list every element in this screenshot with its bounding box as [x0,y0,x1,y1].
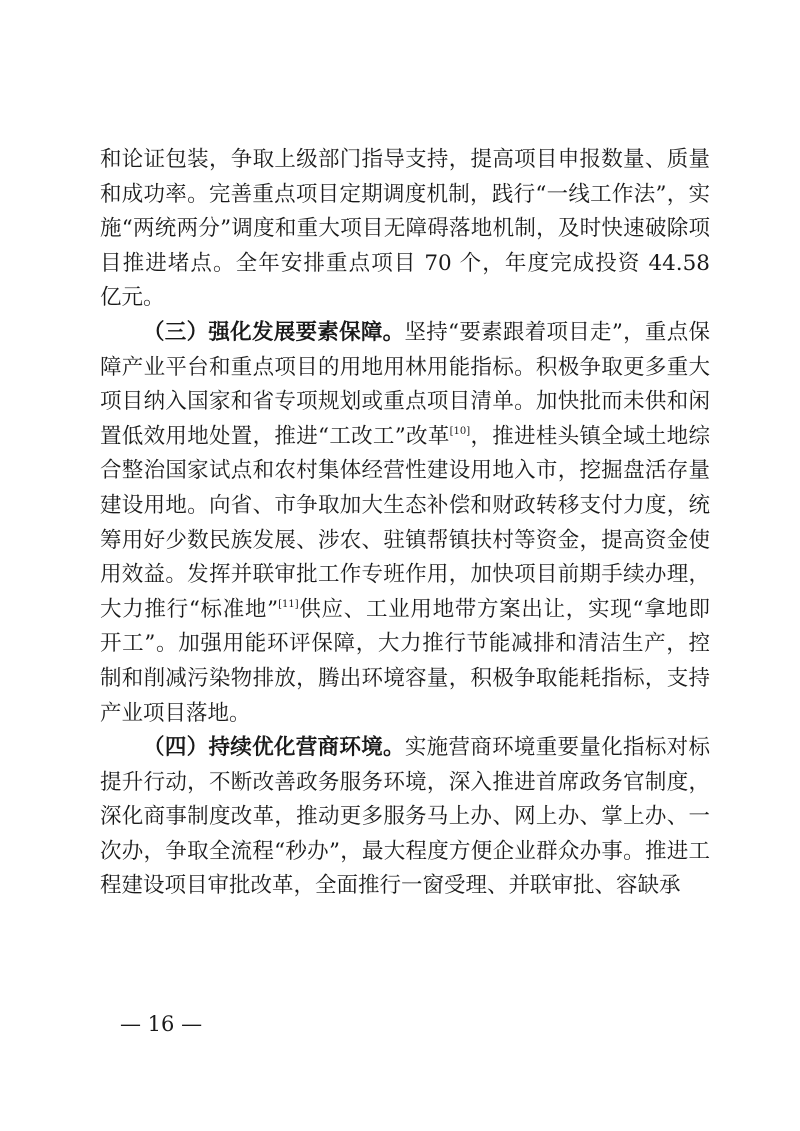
section-3-text-b: ，推进桂头镇全域土地综合整治国家试点和农村集体经营性建设用地入市，挖掘盘活存量建设用地。向省、市争取加大生态补偿和财政转移支付力度，统筹用好少数民族发展、涉农、驻镇帮镇扶村等资金，提高资金使用效益。发挥并联审批工作专班作用，加快项目前期手续办理，大力推行“标准地” [100,423,710,622]
paragraph-factor-guarantee [100,316,710,731]
section-heading-4: （四）持续优化营商环境。 [143,735,405,761]
document-body [100,143,710,904]
section-3-text-a: 坚持“要素跟着项目走”，重点保障产业平台和重点项目的用地用林用能指标。积极争取更多重大项目纳入国家和省专项规划或重点项目清单。加快批而未供和闲置低效用地处置，推进“工改工”改革 [100,319,710,449]
footnote-ref-10: [10] [449,425,471,437]
footnote-ref-11: [11] [278,598,299,610]
section-4-text: 实施营商环境重要量化指标对标提升行动，不断改善政务服务环境，深入推进首席政务官制度，深化商事制度改革，推动更多服务马上办、网上办、掌上办、一次办，争取全流程“秒办”，最大程度方便企业群众办事。推进工程建设项目审批改革，全面推行一窗受理、并联审批、容缺承 [100,735,710,899]
page-number: — 16 — [120,1012,203,1036]
section-3-text-c: 供应、工业用地带方案出让，实现“拿地即开工”。加强用能环评保障，大力推行节能减排和清洁生产，控制和削减污染物排放，腾出环境容量，积极争取能耗指标，支持产业项目落地。 [100,596,710,726]
paragraph-business-environment [100,731,710,904]
paragraph-project-investment: 和论证包装，争取上级部门指导支持，提高项目申报数量、质量和成功率。完善重点项目定期调度机制，践行“一线工作法”，实施“两统两分”调度和重大项目无障碍落地机制，及时快速破除项目推进堵点。全年安排重点项目 70 个，年度完成投资 44.58 亿元。 [100,147,710,311]
section-heading-3: （三）强化发展要素保障。 [143,319,405,345]
